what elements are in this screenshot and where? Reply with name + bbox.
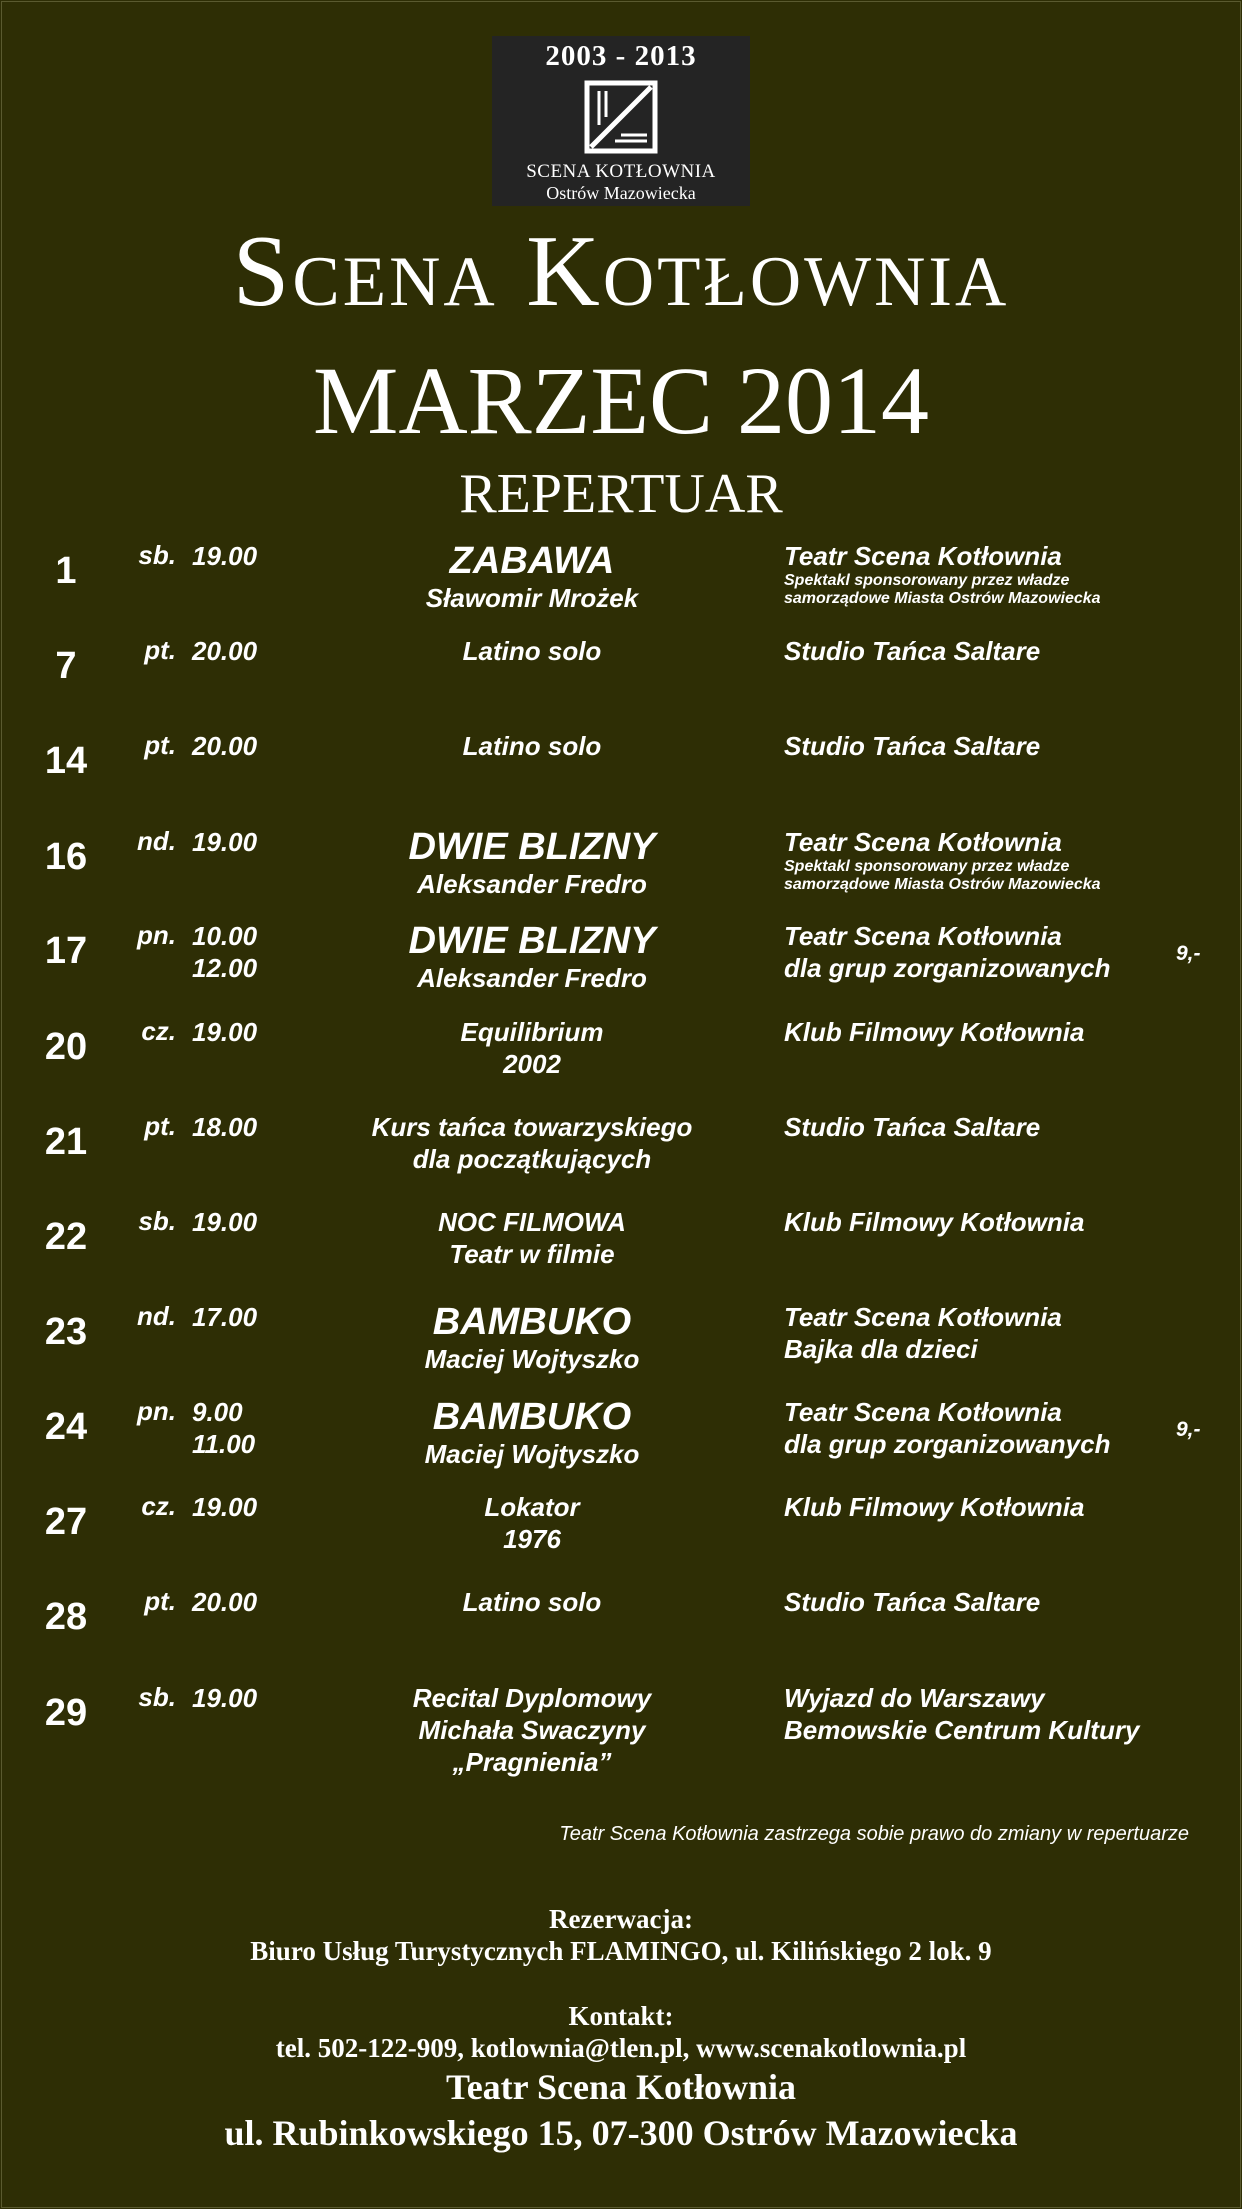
- reservation-text: Biuro Usług Turystycznych FLAMINGO, ul. Kilińskiego 2 lok. 9: [250, 1936, 992, 1966]
- event-day: 16: [44, 836, 88, 878]
- event-time: 12.00: [192, 953, 258, 983]
- event-day: 20: [44, 1026, 88, 1068]
- event-title: BAMBUKO: [432, 1396, 632, 1438]
- event-venue: Klub Filmowy Kotłownia: [784, 1207, 1085, 1237]
- event-venue-block: [784, 1301, 1184, 1365]
- event-venue-block: [784, 635, 1184, 667]
- event-day: 14: [44, 740, 88, 782]
- event-venue-block: [784, 1396, 1184, 1460]
- event-day: 22: [44, 1216, 88, 1258]
- logo-name: SCENA KOTŁOWNIA: [526, 161, 716, 182]
- event-venue: Studio Tańca Saltare: [784, 636, 1041, 666]
- event-info: [332, 635, 732, 667]
- event-venue: Studio Tańca Saltare: [784, 1587, 1041, 1617]
- event-subtitle: Michała Swaczyny: [418, 1715, 646, 1745]
- event-times: [192, 1396, 292, 1460]
- logo-city: Ostrów Mazowiecka: [546, 183, 696, 203]
- event-times: [192, 540, 292, 572]
- event-venue-block: [784, 1111, 1184, 1143]
- event-title: Latino solo: [462, 636, 602, 666]
- event-subtitle: Teatr w filmie: [449, 1239, 615, 1269]
- event-title: Lokator: [484, 1492, 580, 1522]
- event-times: [192, 920, 292, 984]
- event-weekday: pn.: [137, 1396, 176, 1426]
- event-day: 28: [44, 1596, 88, 1638]
- event-info: [332, 920, 732, 994]
- event-row: [0, 1396, 1242, 1488]
- event-times: [192, 1491, 292, 1523]
- event-info: [332, 826, 732, 900]
- event-title: Equilibrium: [460, 1017, 604, 1047]
- event-time: 10.00: [192, 921, 258, 951]
- event-weekday: pt.: [144, 635, 176, 665]
- event-weekday: pt.: [144, 1111, 176, 1141]
- event-row: [0, 1491, 1242, 1583]
- event-venue: Klub Filmowy Kotłownia: [784, 1492, 1085, 1522]
- event-weekday: nd.: [137, 1301, 176, 1331]
- event-info: [332, 1491, 732, 1555]
- event-row: [0, 826, 1242, 918]
- event-title: Kurs tańca towarzyskiego: [371, 1112, 693, 1142]
- event-day: 17: [44, 930, 88, 972]
- event-times: [192, 1682, 292, 1714]
- event-title: Latino solo: [462, 1587, 602, 1617]
- event-times: [192, 1586, 292, 1618]
- event-time: 20.00: [192, 1587, 258, 1617]
- event-venue: Studio Tańca Saltare: [784, 731, 1041, 761]
- event-day: 1: [55, 550, 77, 592]
- page-title: Scena Kotłownia: [232, 215, 1010, 328]
- event-subtitle: Aleksander Fredro: [417, 963, 647, 993]
- event-venue: Teatr Scena Kotłownia: [784, 1397, 1062, 1427]
- event-venue-block: [784, 1682, 1184, 1746]
- event-venue-note: Bajka dla dzieci: [784, 1334, 978, 1364]
- event-weekday: pt.: [144, 730, 176, 760]
- event-venue-block: [784, 730, 1184, 762]
- event-info: [332, 1586, 732, 1618]
- event-title: NOC FILMOWA: [438, 1207, 626, 1237]
- event-weekday: sb.: [138, 540, 176, 570]
- event-info: [332, 730, 732, 762]
- event-info: [332, 1111, 732, 1175]
- event-subtitle: 1976: [503, 1524, 561, 1554]
- event-row: [0, 1016, 1242, 1108]
- event-time: 18.00: [192, 1112, 258, 1142]
- event-venue: Teatr Scena Kotłownia: [784, 921, 1062, 951]
- event-weekday: cz.: [141, 1016, 176, 1046]
- event-title: BAMBUKO: [432, 1301, 632, 1343]
- repertoire-heading: REPERTUAR: [459, 463, 783, 525]
- event-weekday: pt.: [144, 1586, 176, 1616]
- event-info: [332, 1682, 732, 1778]
- event-times: [192, 1016, 292, 1048]
- event-info: [332, 1206, 732, 1270]
- event-venue-note: dla grup zorganizowanych: [784, 953, 1111, 983]
- event-time: 19.00: [192, 1017, 258, 1047]
- event-row: [0, 635, 1242, 727]
- event-time: 19.00: [192, 1207, 258, 1237]
- event-row: [0, 1682, 1242, 1777]
- event-subtitle: Maciej Wojtyszko: [424, 1439, 640, 1469]
- event-weekday: sb.: [138, 1206, 176, 1236]
- event-title: DWIE BLIZNY: [408, 826, 656, 868]
- event-venue-block: [784, 1491, 1184, 1523]
- event-time: 19.00: [192, 1683, 258, 1713]
- event-row: [0, 1111, 1242, 1203]
- event-sponsor-note: Spektakl sponsorowany przez władze samorządowe Miasta Ostrów Mazowiecka: [784, 572, 1101, 607]
- event-info: [332, 1396, 732, 1470]
- event-row: [0, 1586, 1242, 1678]
- contact-text: tel. 502-122-909, kotlownia@tlen.pl, www.scenakotlownia.pl: [275, 2033, 967, 2063]
- event-venue: Teatr Scena Kotłownia: [784, 1302, 1062, 1332]
- event-subtitle: 2002: [503, 1049, 561, 1079]
- event-info: [332, 1301, 732, 1375]
- event-times: [192, 1111, 292, 1143]
- month-title: MARZEC 2014: [312, 347, 930, 454]
- event-weekday: nd.: [137, 826, 176, 856]
- event-venue: Klub Filmowy Kotłownia: [784, 1017, 1085, 1047]
- event-times: [192, 635, 292, 667]
- event-day: 29: [44, 1692, 88, 1734]
- logo: [492, 36, 750, 206]
- event-weekday: sb.: [138, 1682, 176, 1712]
- event-title: ZABAWA: [449, 540, 615, 582]
- event-row: [0, 730, 1242, 822]
- event-subtitle: Maciej Wojtyszko: [424, 1344, 640, 1374]
- event-venue-note: dla grup zorganizowanych: [784, 1429, 1111, 1459]
- event-times: [192, 730, 292, 762]
- event-title: DWIE BLIZNY: [408, 920, 656, 962]
- event-time: 19.00: [192, 541, 258, 571]
- event-times: [192, 1301, 292, 1333]
- event-title: Latino solo: [462, 731, 602, 761]
- event-time: 20.00: [192, 636, 258, 666]
- event-subtitle: dla początkujących: [412, 1144, 652, 1174]
- theatre-name: Teatr Scena Kotłownia: [445, 2067, 796, 2107]
- event-price: 9,-: [1176, 1418, 1201, 1441]
- event-venue: Studio Tańca Saltare: [784, 1112, 1041, 1142]
- event-venue-block: [784, 540, 1184, 608]
- event-row: [0, 1206, 1242, 1298]
- event-time: 11.00: [192, 1429, 256, 1459]
- event-subtitle: Aleksander Fredro: [417, 869, 647, 899]
- event-time: 19.00: [192, 1492, 258, 1522]
- event-weekday: cz.: [141, 1491, 176, 1521]
- event-subtitle: Sławomir Mrożek: [425, 583, 639, 613]
- logo-mark-icon: [583, 79, 659, 155]
- event-row: [0, 920, 1242, 1012]
- event-time: 19.00: [192, 827, 258, 857]
- reservation-label: Rezerwacja:: [549, 1904, 693, 1934]
- event-subtitle-2: „Pragnienia”: [452, 1747, 612, 1777]
- event-venue-block: [784, 920, 1184, 984]
- event-time: 17.00: [192, 1302, 258, 1332]
- event-venue-block: [784, 826, 1184, 894]
- event-day: 21: [44, 1121, 88, 1163]
- event-price: 9,-: [1176, 942, 1201, 965]
- event-times: [192, 1206, 292, 1238]
- event-time: 9.00: [192, 1397, 243, 1427]
- logo-years: 2003 - 2013: [545, 40, 697, 72]
- event-row: [0, 1301, 1242, 1393]
- event-venue-block: [784, 1016, 1184, 1048]
- event-venue: Teatr Scena Kotłownia: [784, 827, 1062, 857]
- event-time: 20.00: [192, 731, 258, 761]
- event-day: 24: [44, 1406, 88, 1448]
- event-info: [332, 540, 732, 614]
- event-venue: Wyjazd do Warszawy: [784, 1683, 1045, 1713]
- event-day: 7: [55, 645, 77, 687]
- event-title: Recital Dyplomowy: [412, 1683, 652, 1713]
- event-venue-note: Bemowskie Centrum Kultury: [784, 1715, 1140, 1745]
- event-weekday: pn.: [137, 920, 176, 950]
- contact-label: Kontakt:: [568, 2001, 674, 2031]
- event-sponsor-note: Spektakl sponsorowany przez władze samorządowe Miasta Ostrów Mazowiecka: [784, 858, 1101, 893]
- event-times: [192, 826, 292, 858]
- event-venue-block: [784, 1586, 1184, 1618]
- event-day: 27: [44, 1501, 88, 1543]
- event-day: 23: [44, 1311, 88, 1353]
- event-venue-block: [784, 1206, 1184, 1238]
- theatre-address: ul. Rubinkowskiego 15, 07-300 Ostrów Mazowiecka: [224, 2113, 1018, 2153]
- disclaimer: Teatr Scena Kotłownia zastrzega sobie prawo do zmiany w repertuarze: [559, 1823, 1189, 1845]
- event-row: [0, 540, 1242, 632]
- event-info: [332, 1016, 732, 1080]
- event-venue: Teatr Scena Kotłownia: [784, 541, 1062, 571]
